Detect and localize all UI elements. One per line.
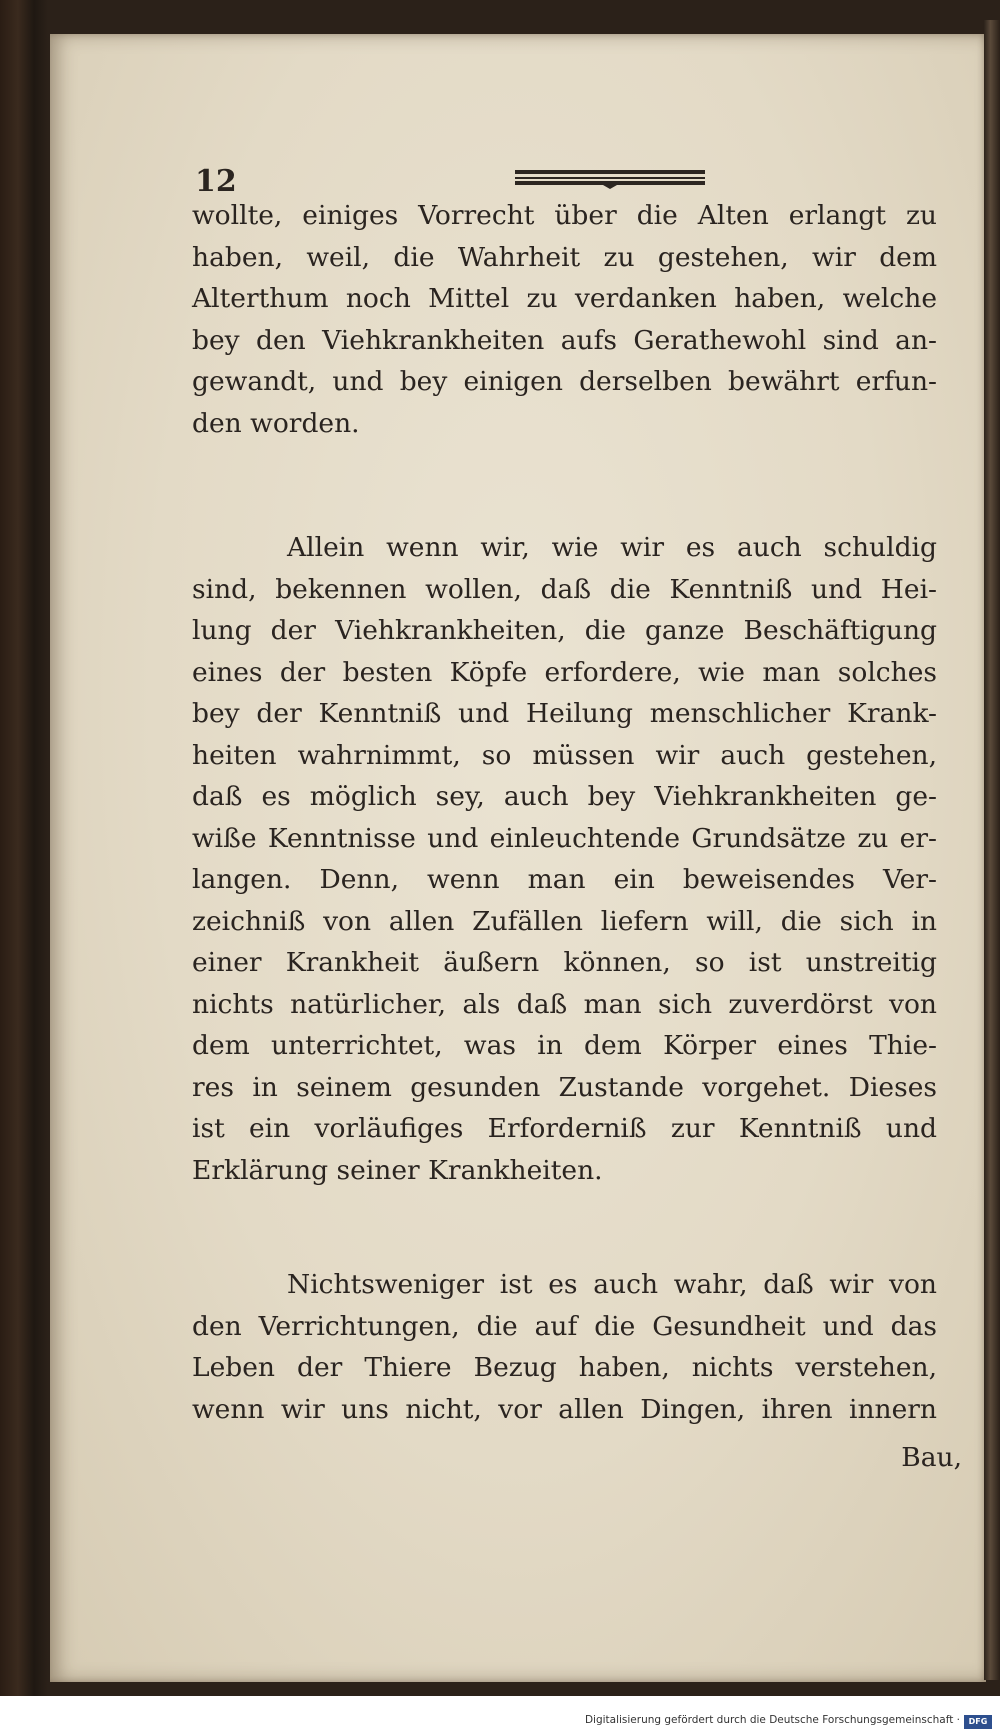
header-ornament-rule	[515, 167, 705, 189]
catchword: Bau,	[901, 1442, 962, 1473]
footer-bar	[0, 1696, 1000, 1736]
text-line: bey den Viehkrankheiten aufs Gerathewohl sind an-	[192, 324, 937, 356]
text-line: bey der Kenntniß und Heilung menschlicher Krank-	[192, 698, 937, 729]
text-line: einer Krankheit äußern können, so ist unstreitig	[192, 947, 937, 978]
text-line: Leben der Thiere Bezug haben, nichts verstehen,	[192, 1352, 937, 1383]
text-line: nichts natürlicher, als daß man sich zuverdörst von	[192, 988, 937, 1020]
text-line: dem unterrichtet, was in dem Körper eines Thie-	[192, 1030, 937, 1061]
text-line: Nichtsweniger ist es auch wahr, daß wir von	[287, 1269, 937, 1300]
text-line: res in seinem gesunden Zustande vorgehet. Dieses	[192, 1071, 937, 1103]
book-edge	[984, 20, 1000, 1680]
text-line: eines der besten Köpfe erfordere, wie man solches	[192, 656, 937, 688]
text-line: Alterthum noch Mittel zu verdanken haben, welche	[192, 283, 937, 314]
digitization-credit: Digitalisierung gefördert durch die Deutsche Forschungsgemeinschaft ·	[584, 1714, 960, 1726]
dfg-logo: DFG	[964, 1715, 992, 1729]
text-line: wollte, einiges Vorrecht über die Alten erlangt zu	[192, 200, 937, 231]
text-line: haben, weil, die Wahrheit zu gestehen, wir dem	[192, 241, 937, 273]
text-line: daß es möglich sey, auch bey Viehkrankheiten ge-	[192, 781, 937, 812]
text-line: wenn wir uns nicht, vor allen Dingen, ihren innern	[192, 1393, 937, 1425]
text-line: langen. Denn, wenn man ein beweisendes Ver-	[192, 864, 937, 895]
paragraph-3	[192, 1264, 937, 1430]
text-line: heiten wahrnimmt, so müssen wir auch gestehen,	[192, 739, 937, 771]
paragraph-2	[192, 527, 937, 1191]
text-line: wiße Kenntnisse und einleuchtende Grundsätze zu er-	[192, 822, 937, 854]
text-line: lung der Viehkrankheiten, die ganze Beschäftigung	[192, 615, 937, 646]
text-line: Erklärung seiner Krankheiten.	[192, 1154, 603, 1186]
text-line: zeichniß von allen Zufällen liefern will, die sich in	[192, 905, 937, 937]
page-number: 12	[195, 164, 237, 199]
text-line: ist ein vorläufiges Erforderniß zur Kenntniß und	[192, 1113, 937, 1144]
text-line: den Verrichtungen, die auf die Gesundheit und das	[192, 1310, 937, 1342]
text-line: Allein wenn wir, wie wir es auch schuldig	[287, 532, 937, 563]
text-line: gewandt, und bey einigen derselben bewährt erfun-	[192, 366, 937, 397]
text-line: sind, bekennen wollen, daß die Kenntniß und Hei-	[192, 573, 937, 605]
paragraph-1	[192, 195, 937, 444]
text-line: den worden.	[192, 407, 360, 439]
